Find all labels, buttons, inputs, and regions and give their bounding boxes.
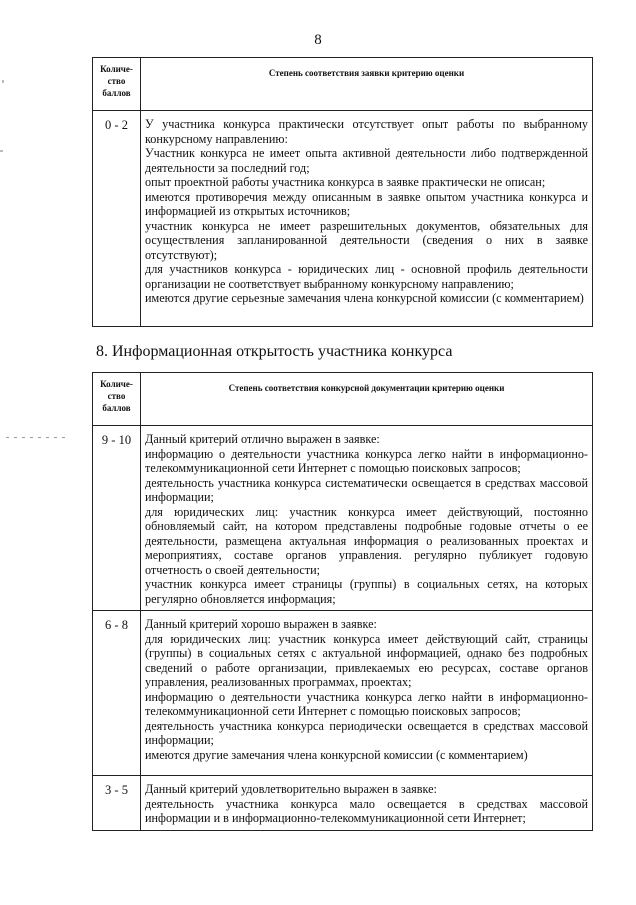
score-range: 0 - 2 bbox=[93, 111, 141, 327]
criterion-description: Данный критерий отлично выражен в заявке: информацию о деятельности участника конкурса легко найти в информационно-телекоммуникационной сети Интернет с помощью поисковых запросов; деятельность участника конкурса систематически освещается в средствах массовой информации; для юридических лиц: участник конкурса имеет действующий, постоянно обновляемый сайт, на котором представлены подробные годовые отчеты о ее деятельности, размещена актуальная информация о реализованных проектах и мероприятиях, составе органов управления. регулярно публикует годовую отчетность о своей деятельности; участник конкурса имеет страницы (группы) в социальных сетях, на которых регулярно обновляется информация; bbox=[141, 426, 593, 611]
criterion-column-header: Степень соответствия заявки критерию оценки bbox=[141, 58, 593, 111]
section-heading: 8. Информационная открытость участника конкурса bbox=[96, 343, 453, 360]
table-row bbox=[93, 426, 593, 611]
table-header-row bbox=[93, 373, 593, 426]
table-row bbox=[93, 776, 593, 831]
criterion-column-header: Степень соответствия конкурсной документации критерию оценки bbox=[141, 373, 593, 426]
table-row bbox=[93, 611, 593, 776]
scan-speck bbox=[2, 80, 4, 83]
score-range: 3 - 5 bbox=[93, 776, 141, 831]
criterion-description: У участника конкурса практически отсутствует опыт работы по выбранному конкурсному направлению: Участник конкурса не имеет опыта активной деятельности либо подтвержденной деятельности за последний год; опыт проектной работы участника конкурса в заявке практически не описан; имеются противоречия между описанным в заявке опытом участника конкурса и информацией из открытых источников; участник конкурса не имеет разрешительных документов, обязательных для осуществления запланированной деятельности (сведения о них в заявке отсутствуют); для участников конкурса - юридических лиц - основной профиль деятельности организации не соответствует выбранному конкурсному направлению; имеются другие серьезные замечания члена конкурсной комиссии (с комментарием) bbox=[141, 111, 593, 327]
score-range: 9 - 10 bbox=[93, 426, 141, 611]
table-header-row bbox=[93, 58, 593, 111]
page-number: 8 bbox=[314, 32, 322, 48]
scan-speck bbox=[0, 150, 3, 152]
score-range: 6 - 8 bbox=[93, 611, 141, 776]
criteria-table-experience bbox=[92, 57, 593, 327]
criterion-description: Данный критерий хорошо выражен в заявке: для юридических лиц: участник конкурса имеет действующий сайт, страницы (группы) в социальных сетях с актуальной информацией, однако без подробных сведений о работе организации, привлекаемых ею ресурсах, составе органов управления, реализованных программах, проектах; информацию о деятельности участника конкурса легко найти в информационно-телекоммуникационной сети Интернет с помощью поисковых запросов; деятельность участника конкурса периодически освещается в средствах массовой информации; имеются другие замечания члена конкурсной комиссии (с комментарием) bbox=[141, 611, 593, 776]
criteria-table-openness bbox=[92, 372, 593, 831]
scan-dots bbox=[6, 437, 66, 438]
criterion-description: Данный критерий удовлетворительно выражен в заявке: деятельность участника конкурса мало освещается в средствах массовой информации и в информационно-телекоммуникационной сети Интернет; bbox=[141, 776, 593, 831]
score-column-header: Количе- ство баллов bbox=[93, 58, 141, 111]
score-column-header: Количе- ство баллов bbox=[93, 373, 141, 426]
table-row bbox=[93, 111, 593, 327]
